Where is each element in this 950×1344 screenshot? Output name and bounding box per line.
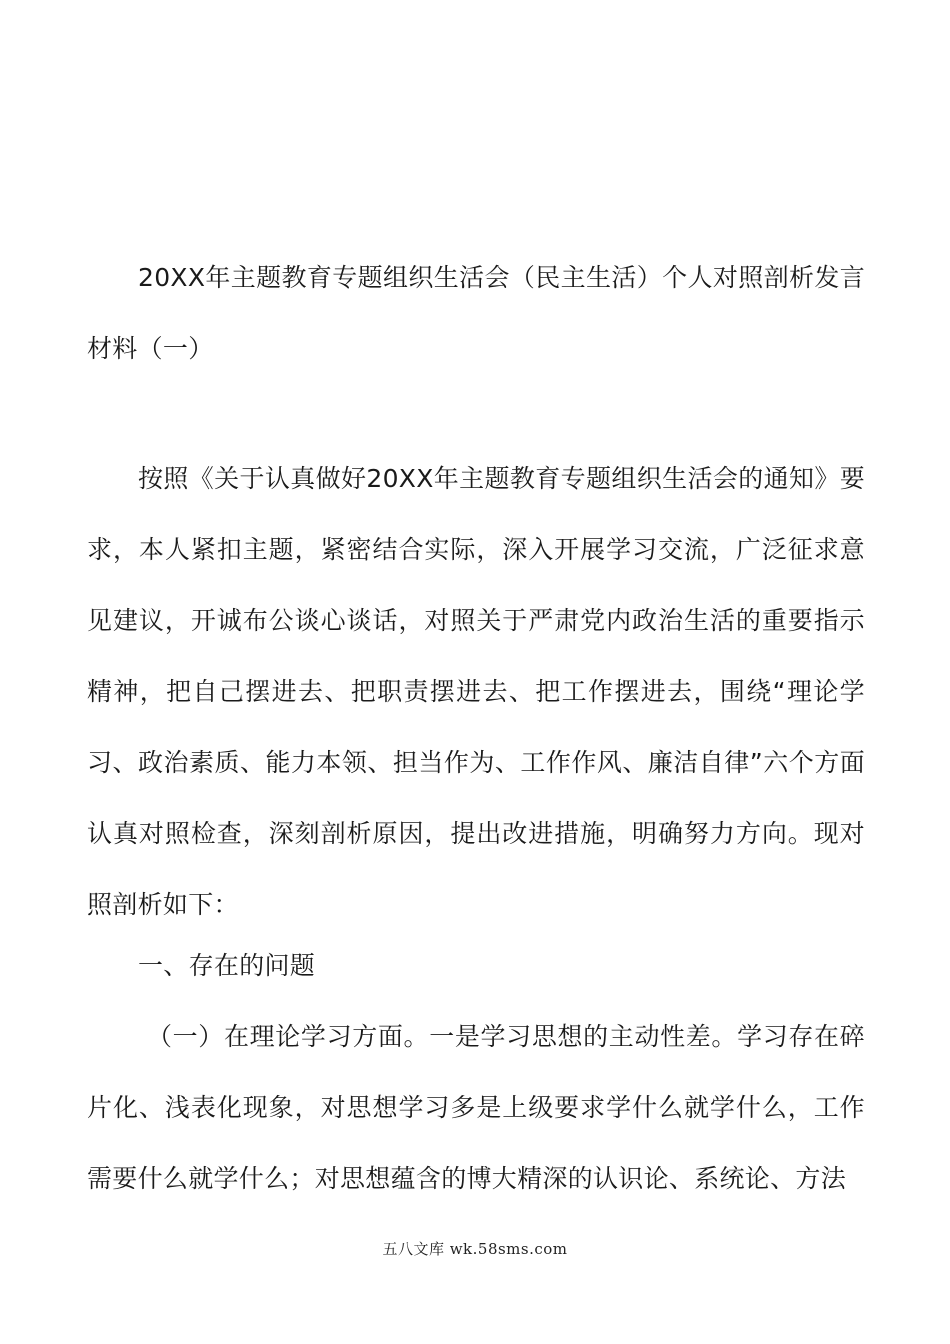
body-paragraph: （一）在理论学习方面。一是学习思想的主动性差。学习存在碎片化、浅表化现象，对思想学习多是上级要求学什么就学什么，工作需要什么就学什么；对思想蕴含的博大精深的认识论、系统论、方法 (87, 1022, 865, 1193)
section-heading: 一、存在的问题 (138, 951, 316, 980)
intro-paragraph: 按照《关于认真做好20XX年主题教育专题组织生活会的通知》要求，本人紧扣主题，紧密结合实际，深入开展学习交流，广泛征求意见建议，开诚布公谈心谈话，对照关于严肃党内政治生活的重要指示精神，把自己摆进去、把职责摆进去、把工作摆进去，围绕“理论学习、政治素质、能力本领、担当作为、工作作风、廉洁自律”六个方面认真对照检查，深刻剖析原因，提出改进措施，明确努力方向。现对照剖析如下： (87, 464, 865, 919)
document-title: 20XX年主题教育专题组织生活会（民主生活）个人对照剖析发言材料（一） (87, 263, 865, 363)
page-footer-watermark: 五八文库 wk.58sms.com (382, 1240, 568, 1258)
